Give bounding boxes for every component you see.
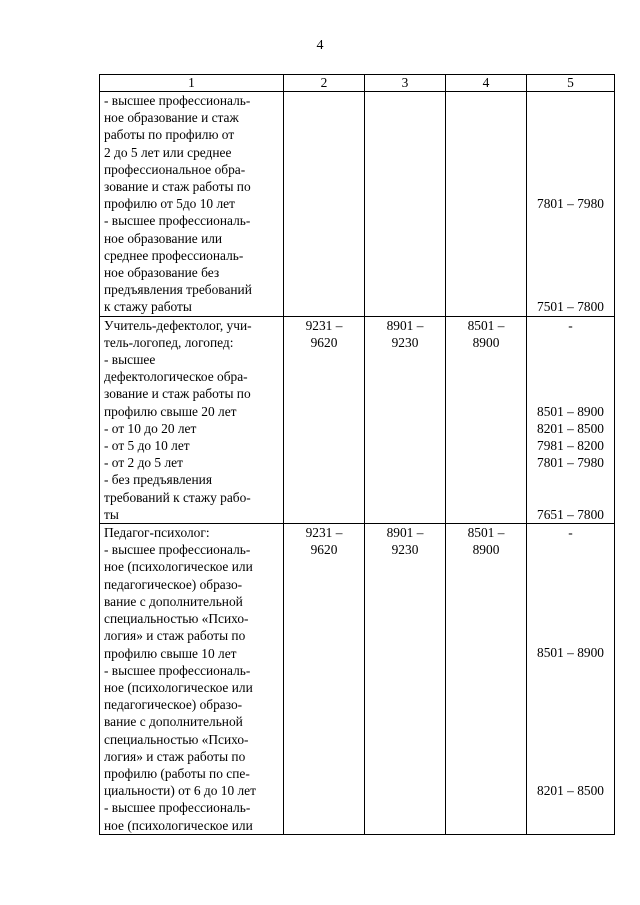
cell-line: Педагог-психолог: xyxy=(104,525,210,541)
cell-line: - от 10 до 20 лет xyxy=(104,420,197,436)
cell-line: профессиональное обра- xyxy=(104,161,246,177)
cell-line: ное образование и стаж xyxy=(104,110,239,126)
cell-line: ты xyxy=(104,506,119,522)
cell-line xyxy=(531,178,610,195)
table-row xyxy=(100,316,615,523)
cell-line: - без предъявления xyxy=(104,472,212,488)
salary-table xyxy=(99,74,615,835)
column-header-4: 4 xyxy=(446,75,527,92)
table-cell-col1 xyxy=(100,524,284,835)
cell-line xyxy=(531,471,610,488)
cell-line xyxy=(531,489,610,506)
cell-line xyxy=(531,713,610,730)
cell-line: предъявления требований xyxy=(104,282,252,298)
cell-line xyxy=(531,593,610,610)
table-cell-col2 xyxy=(284,316,365,523)
table-cell-col4 xyxy=(446,316,527,523)
cell-line: тель-логопед, логопед: xyxy=(104,334,234,350)
cell-line: 2 до 5 лет или среднее xyxy=(104,144,232,160)
cell-line: 8501 – 8900 xyxy=(537,645,604,661)
cell-line xyxy=(531,247,610,264)
cell-line: ное образование без xyxy=(104,265,220,281)
cell-line: циальности) от 6 до 10 лет xyxy=(104,783,256,799)
cell-line xyxy=(531,109,610,126)
cell-line: профилю свыше 10 лет xyxy=(104,645,237,661)
cell-line xyxy=(531,541,610,558)
cell-line xyxy=(531,610,610,627)
table-row xyxy=(100,524,615,835)
cell-line: зование и стаж работы по xyxy=(104,386,251,402)
table-cell-col4 xyxy=(446,524,527,835)
cell-line: 8501 – 8900 xyxy=(537,403,604,419)
cell-line: требований к стажу рабо- xyxy=(104,489,251,505)
table-cell-col5 xyxy=(527,316,615,523)
cell-line: 8901 – xyxy=(386,317,424,333)
cell-line: педагогическое) образо- xyxy=(104,576,243,592)
cell-line: логия» и стаж работы по xyxy=(104,628,246,644)
cell-line: 8501 – xyxy=(467,317,505,333)
cell-line: 8901 – xyxy=(386,525,424,541)
cell-line: - высшее профессиональ- xyxy=(104,800,251,816)
cell-line: логия» и стаж работы по xyxy=(104,748,246,764)
table-cell-col5 xyxy=(527,524,615,835)
table-cell-col1 xyxy=(100,92,284,317)
cell-line: вание с дополнительной xyxy=(104,714,243,730)
cell-line: профилю от 5до 10 лет xyxy=(104,196,235,212)
table-row xyxy=(100,92,615,317)
cell-line: - от 5 до 10 лет xyxy=(104,438,190,454)
cell-line: ное (психологическое или xyxy=(104,679,253,695)
table-cell-col3 xyxy=(365,92,446,317)
cell-line xyxy=(531,679,610,696)
cell-line: - xyxy=(568,525,573,541)
cell-line xyxy=(531,230,610,247)
cell-line: - xyxy=(568,317,573,333)
table-cell-col2 xyxy=(284,524,365,835)
cell-line xyxy=(531,730,610,747)
cell-line: 7501 – 7800 xyxy=(537,299,604,315)
cell-line: 8201 – 8500 xyxy=(537,420,604,436)
cell-line: профилю свыше 20 лет xyxy=(104,403,237,419)
table-cell-col5 xyxy=(527,92,615,317)
cell-line: вание с дополнительной xyxy=(104,593,243,609)
cell-line xyxy=(531,264,610,281)
column-header-5: 5 xyxy=(527,75,615,92)
cell-line xyxy=(531,799,610,816)
cell-line: - высшее профессиональ- xyxy=(104,542,251,558)
cell-line xyxy=(531,212,610,229)
table-cell-col2 xyxy=(284,92,365,317)
cell-line: 7801 – 7980 xyxy=(537,196,604,212)
table-cell-col4 xyxy=(446,92,527,317)
cell-line: 8501 – xyxy=(467,525,505,541)
column-header-3: 3 xyxy=(365,75,446,92)
cell-line: 9230 xyxy=(391,334,419,350)
cell-line: ное (психологическое или xyxy=(104,559,253,575)
cell-line: 7801 – 7980 xyxy=(537,455,604,471)
cell-line xyxy=(531,92,610,109)
column-header-2: 2 xyxy=(284,75,365,92)
cell-line: 7651 – 7800 xyxy=(537,506,604,522)
cell-line xyxy=(531,816,610,833)
cell-line xyxy=(531,558,610,575)
cell-line: педагогическое) образо- xyxy=(104,697,243,713)
table-cell-col3 xyxy=(365,316,446,523)
cell-line: 9620 xyxy=(310,334,338,350)
cell-line xyxy=(531,696,610,713)
page-number: 4 xyxy=(316,38,324,53)
cell-line xyxy=(531,385,610,402)
cell-line: - высшее xyxy=(104,352,156,368)
cell-line: 9231 – xyxy=(305,525,343,541)
cell-line: к стажу работы xyxy=(104,299,192,315)
cell-line: зование и стаж работы по xyxy=(104,179,251,195)
cell-line: дефектологическое обра- xyxy=(104,369,248,385)
cell-line: работы по профилю от xyxy=(104,127,235,143)
cell-line xyxy=(531,351,610,368)
table-cell-col1 xyxy=(100,316,284,523)
cell-line: 9230 xyxy=(391,542,419,558)
cell-line: специальностью «Психо- xyxy=(104,731,249,747)
column-header-1: 1 xyxy=(100,75,284,92)
table-cell-col3 xyxy=(365,524,446,835)
cell-line xyxy=(531,576,610,593)
cell-line xyxy=(531,281,610,298)
cell-line xyxy=(531,161,610,178)
cell-line: 9620 xyxy=(310,542,338,558)
table-header-row xyxy=(100,75,615,92)
cell-line xyxy=(531,126,610,143)
cell-line: среднее профессиональ- xyxy=(104,247,244,263)
cell-line: - высшее профессиональ- xyxy=(104,213,251,229)
cell-line: ное (психологическое или xyxy=(104,817,253,833)
cell-line: - высшее профессиональ- xyxy=(104,662,251,678)
cell-line xyxy=(531,765,610,782)
cell-line xyxy=(531,748,610,765)
cell-line: 8900 xyxy=(472,334,500,350)
cell-line xyxy=(531,334,610,351)
cell-line: Учитель-дефектолог, учи- xyxy=(104,317,252,333)
cell-line xyxy=(531,368,610,385)
cell-line: ное образование или xyxy=(104,230,223,246)
cell-line xyxy=(531,627,610,644)
cell-line xyxy=(531,662,610,679)
cell-line: - от 2 до 5 лет xyxy=(104,455,183,471)
cell-line: - высшее профессиональ- xyxy=(104,93,251,108)
cell-line: 9231 – xyxy=(305,317,343,333)
cell-line: 8900 xyxy=(472,542,500,558)
cell-line: 7981 – 8200 xyxy=(537,438,604,453)
cell-line: специальностью «Психо- xyxy=(104,611,249,627)
cell-line xyxy=(531,144,610,161)
cell-line: 8201 – 8500 xyxy=(537,782,604,798)
cell-line: профилю (работы по спе- xyxy=(104,765,250,781)
